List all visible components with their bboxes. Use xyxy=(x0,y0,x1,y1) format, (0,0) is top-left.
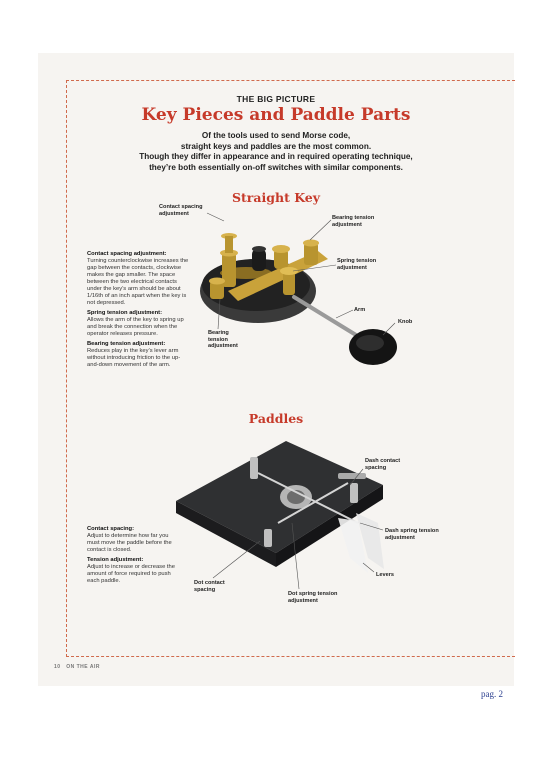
note-title: Bearing tension adjustment: xyxy=(87,341,166,347)
note-text: Turning counterclockwise increases the gap between the contacts, clockwise makes the gap smaller. The space between the two electrical contacts under the key’s arm should be about 1/16th of an inch apart when the key is not depressed. xyxy=(87,258,189,306)
label-dash-spring: Dash spring tension adjustment xyxy=(385,528,439,541)
note xyxy=(87,526,175,554)
note-title: Spring tension adjustment: xyxy=(87,310,163,316)
label-levers: Levers xyxy=(376,572,395,578)
label-knob: Knob xyxy=(398,319,413,325)
paddle-illustration xyxy=(176,441,384,573)
note-title: Contact spacing adjustment: xyxy=(87,251,167,257)
intro-line: they’re both essentially on-off switches with similar components. xyxy=(149,162,403,172)
intro-line: straight keys and paddles are the most common. xyxy=(180,141,372,151)
label-dot-contact: Dot contact spacing xyxy=(194,580,225,593)
pag-label: pag. 2 xyxy=(481,689,503,699)
kicker: THE BIG PICTURE xyxy=(236,94,316,104)
note xyxy=(87,251,191,307)
label-arm: Arm xyxy=(354,307,366,313)
paddles-heading: Paddles xyxy=(248,411,304,426)
note-text: Adjust to determine how far you must move the paddle before the contact is closed. xyxy=(87,533,172,553)
label-dot-spring: Dot spring tension adjustment xyxy=(288,591,338,604)
page-number: 10 xyxy=(54,664,61,670)
note-text: Adjust to increase or decrease the amount of force required to push each paddle. xyxy=(87,564,175,584)
section-name: ON THE AIR xyxy=(66,664,100,670)
magazine-page xyxy=(38,53,514,686)
label-bearing-tension-top: Bearing tension adjustment xyxy=(332,215,375,228)
note-text: Allows the arm of the key to spring up and break the connection when the operator releases pressure. xyxy=(87,317,184,337)
page-title: Key Pieces and Paddle Parts xyxy=(141,105,411,125)
label-spring-tension: Spring tension adjustment xyxy=(337,258,377,271)
paddle-notes xyxy=(87,526,175,588)
note-title: Contact spacing: xyxy=(87,526,135,532)
label-contact-spacing: Contact spacing adjustment xyxy=(159,204,203,217)
note xyxy=(87,341,191,369)
note xyxy=(87,310,191,338)
intro-line: Though they differ in appearance and in required operating technique, xyxy=(139,152,413,162)
intro-line: Of the tools used to send Morse code, xyxy=(201,131,351,140)
note-text: Reduces play in the key’s lever arm without introducing friction to the up-and-down movement of the arm. xyxy=(87,348,181,368)
note xyxy=(87,557,175,585)
straight-key-heading: Straight Key xyxy=(232,190,320,205)
label-bearing-tension-bottom: Bearing tension adjustment xyxy=(208,330,238,350)
label-dash-contact: Dash contact spacing xyxy=(365,458,401,471)
page-footer xyxy=(54,664,100,670)
straight-key-notes xyxy=(87,251,191,372)
note-title: Tension adjustment: xyxy=(87,557,144,563)
